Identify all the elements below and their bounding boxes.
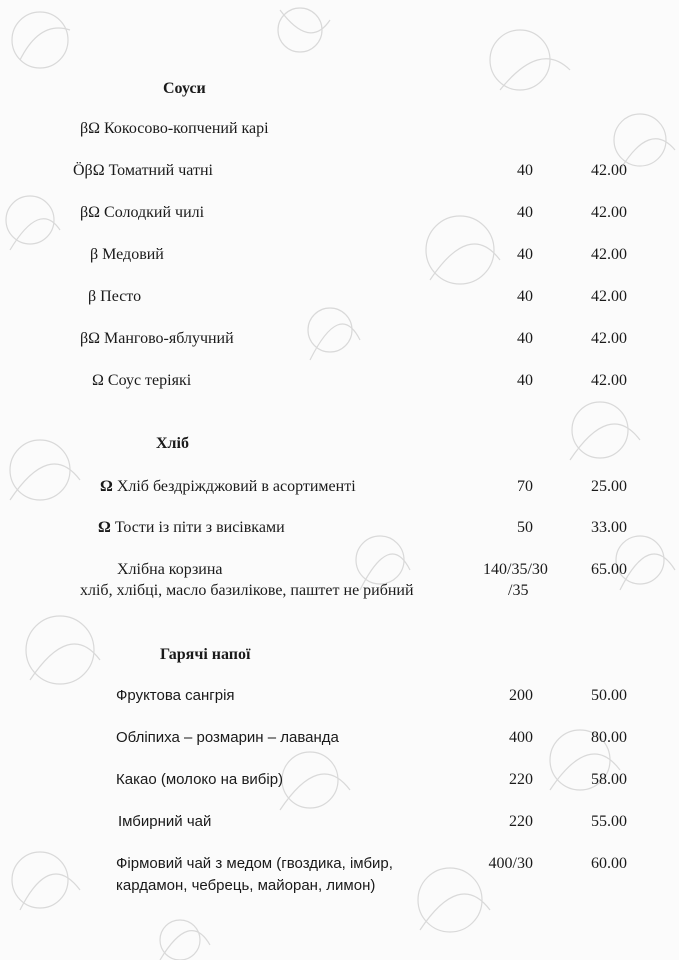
item-name: Хлібна корзина: [117, 561, 223, 578]
item-weight: 40: [517, 288, 533, 305]
item-weight: 40: [517, 330, 533, 347]
item-weight: 50: [517, 519, 533, 536]
item-weight: 220: [509, 771, 533, 788]
menu-item: [80, 203, 204, 223]
item-price: 80.00: [591, 729, 627, 746]
menu-item: Фірмовий чай з медом (гвоздика, імбир,: [116, 855, 393, 872]
dietary-symbols: Ω: [100, 478, 113, 495]
item-price: 33.00: [591, 519, 627, 536]
item-price: 58.00: [591, 771, 627, 788]
item-weight: 400: [509, 729, 533, 746]
item-price: 25.00: [591, 478, 627, 495]
menu-item-line2: кардамон, чебрець, майоран, лимон): [116, 877, 376, 894]
item-weight: 400/30: [488, 855, 533, 872]
section-title-sauces: Соуси: [163, 80, 206, 97]
item-price: 60.00: [591, 855, 627, 872]
item-price: 42.00: [591, 288, 627, 305]
menu-item: Обліпиха – розмарин – лаванда: [116, 729, 339, 746]
item-weight: 140/35/30: [483, 561, 548, 578]
menu-item: [73, 161, 213, 181]
item-price: 42.00: [591, 204, 627, 221]
item-name: Соус теріякі: [107, 372, 192, 389]
item-weight: 40: [517, 162, 533, 179]
item-price: 50.00: [591, 687, 627, 704]
menu-item: [80, 119, 269, 139]
dietary-symbols: βΩ: [80, 204, 101, 221]
item-price: 42.00: [591, 246, 627, 263]
item-weight: 40: [517, 204, 533, 221]
item-name: Кокосово-копчений карі: [104, 120, 269, 137]
dietary-symbols: Ω: [92, 372, 104, 389]
menu-item: [80, 329, 234, 349]
menu-item: [88, 287, 141, 307]
menu-item: [90, 245, 164, 265]
item-name: Солодкий чилі: [104, 204, 205, 221]
item-price: 55.00: [591, 813, 627, 830]
item-name: Мангово-яблучний: [104, 330, 234, 347]
dietary-symbols: βΩ: [80, 120, 101, 137]
item-price: 42.00: [591, 162, 627, 179]
item-name: Медовий: [102, 246, 164, 263]
menu-item: Какао (молоко на вибір): [116, 771, 284, 788]
item-name: Тости із піти з висівками: [114, 519, 285, 536]
section-title-hot-drinks: Гарячі напої: [160, 646, 251, 663]
item-price: 42.00: [591, 330, 627, 347]
menu-item: [100, 477, 356, 497]
menu-item: [92, 371, 191, 391]
item-price: 42.00: [591, 372, 627, 389]
item-weight-line2: /35: [508, 582, 529, 599]
dietary-symbols: ÖβΩ: [73, 162, 105, 179]
dietary-symbols: β: [90, 246, 99, 263]
item-name: Песто: [100, 288, 142, 305]
menu-item: [117, 560, 223, 580]
section-title-bread: Хліб: [156, 435, 189, 452]
item-weight: 40: [517, 246, 533, 263]
item-price: 65.00: [591, 561, 627, 578]
item-weight: 40: [517, 372, 533, 389]
menu-item: [98, 518, 285, 538]
item-weight: 70: [517, 478, 533, 495]
menu-item: Імбирний чай: [118, 813, 212, 830]
item-name: Томатний чатні: [108, 162, 213, 179]
item-weight: 200: [509, 687, 533, 704]
menu-item: Фруктова сангрія: [116, 687, 235, 704]
dietary-symbols: Ω: [98, 519, 111, 536]
dietary-symbols: βΩ: [80, 330, 101, 347]
item-subtext: хліб, хлібці, масло базилікове, паштет не рибний: [80, 582, 414, 599]
item-name: Хліб бездріжджовий в асортименті: [116, 478, 356, 495]
item-weight: 220: [509, 813, 533, 830]
dietary-symbols: β: [88, 288, 97, 305]
